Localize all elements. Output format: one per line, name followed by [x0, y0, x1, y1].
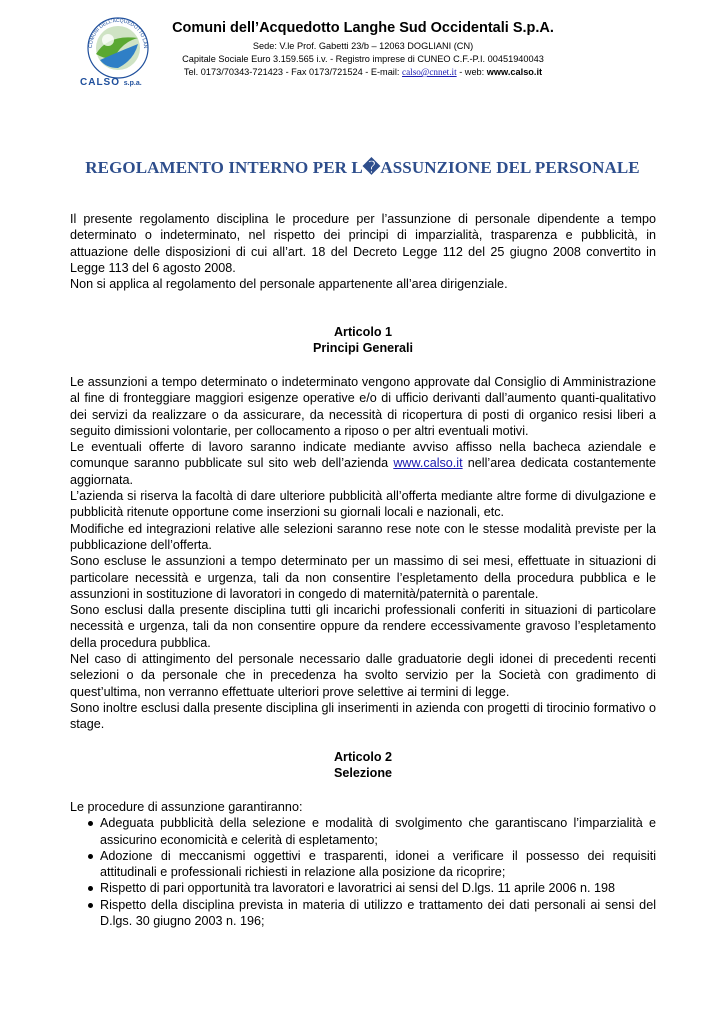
intro-paragraph: Il presente regolamento disciplina le procedure per l’assunzione di personale dipendente a tempo determinato o indeterminato, nel rispetto dei principi di imparzialità, trasparenza e pubblicità, in attuazione delle disposizioni di cui all’art. 18 del Decreto Legge 112 del 25 giugno 2008 convertito in Legge 113 del 6 agosto 2008. [70, 212, 656, 275]
svg-text:COMUNI DELL'ACQUEDOTTO LANGHE: COMUNI DELL'ACQUEDOTTO LAN [87, 17, 149, 49]
header-address: Sede: V.le Prof. Gabetti 23/b – 12063 DOGLIANI (CN) [252, 41, 474, 51]
list-item: Rispetto di pari opportunità tra lavoratori e lavoratrici ai sensi del D.lgs. 11 aprile 2006 n. 198 [70, 880, 656, 896]
document-title: REGOLAMENTO INTERNO PER L�ASSUNZIONE DEL PERSONALE [85, 158, 640, 177]
list-item: Adeguata pubblicità della selezione e modalità di svolgimento che garantiscano l’imparzialità e assicurino economicità e celerità di espletamento; [70, 815, 656, 848]
article-title: Selezione [333, 766, 393, 781]
bullet-icon [88, 903, 93, 908]
list-item: Rispetto della disciplina prevista in materia di utilizzo e trattamento dei dati personali ai sensi del D.lgs. 30 giugno 2003 n. 196; [70, 897, 656, 930]
article-2-heading [70, 749, 656, 782]
header-contacts: Tel. 0173/70343-721423 - Fax 0173/721524 - E-mail: calso@cnnet.it - web: www.calso.it [183, 67, 543, 77]
header-registry: Capitale Sociale Euro 3.159.565 i.v. - Registro imprese di CUNEO C.F.-P.I. 00451940043 [182, 54, 544, 64]
article-number: Articolo 1 [333, 325, 393, 339]
intro-paragraph: Non si applica al regolamento del personale appartenente all’area dirigenziale. [70, 277, 508, 292]
article-number: Articolo 2 [333, 750, 393, 764]
article-title: Principi Generali [312, 341, 414, 356]
article-1-heading [70, 324, 656, 357]
paragraph: Nel caso di attingimento del personale necessario dalle graduatorie degli idonei di precedenti recenti selezioni o da personale che in precedenza ha svolto servizio per la Società con gradimento di quest’ultima, non verranno effettuate ulteriori prove selettive ai termini di legge. [70, 652, 656, 699]
email-link[interactable]: calso@cnnet.it [402, 67, 457, 77]
paragraph: Sono inoltre esclusi dalla presente disciplina gli inserimenti in azienda con progetti di tirocinio formativo o stage. [70, 700, 656, 732]
article-1-body [70, 374, 656, 733]
paragraph: Le assunzioni a tempo determinato o indeterminato vengono approvate dal Consiglio di Amministrazione al fine di fronteggiare maggiori esigenze operative e/o di ufficio derivanti dall’aumento quanti-qualitativo dei servizi da realizzare o da assicurare, da necessità di ricopertura di posti di organico resisi liberi a seguito dimissioni volontarie, per collocamento a riposo o per altri eventuali motivi. [70, 375, 656, 438]
intro-section [70, 211, 656, 292]
paragraph: Le procedure di assunzione garantiranno: [70, 800, 303, 814]
website-text[interactable]: www.calso.it [486, 67, 543, 77]
bullet-icon [88, 821, 93, 826]
bullet-icon [88, 886, 93, 891]
paragraph: Sono esclusi dalla presente disciplina tutti gli incarichi professionali conferiti in situazioni di particolare necessità e urgenza, tali da non consentire oppure da rendere eccessivamente gravoso l’espletamento della procedura pubblica. [70, 603, 656, 650]
bullet-icon [88, 854, 93, 859]
company-name: Comuni dell’Acquedotto Langhe Sud Occidentali S.p.A. [172, 20, 554, 36]
paragraph: Modifiche ed integrazioni relative alle selezioni saranno rese note con le stesse modalità previste per la pubblicazione dell’offerta. [70, 521, 656, 552]
bullet-list [70, 815, 656, 929]
paragraph: Le eventuali offerte di lavoro saranno indicate mediante avviso affisso nella bacheca aziendale e comunque saranno pubblicate sul sito web dell’azienda www.calso.it nell’area dedicata costantemente aggiornata. [70, 440, 656, 487]
website-link[interactable]: www.calso.it [393, 456, 463, 471]
paragraph: L’azienda si riserva la facoltà di dare ulteriore pubblicità all’offerta mediante altre forme di divulgazione e pubblicità ritenute opportune come inserzioni su giornali locali e nazionali, etc. [70, 489, 656, 520]
logo-wordmark: CALSO s.p.a. [80, 77, 142, 88]
paragraph: Sono escluse le assunzioni a tempo determinato per un massimo di sei mesi, effettuate in situazioni di particolare necessità e urgenza, tali da non consentire l’espletamento della procedura pubblica e le assunzioni in sostituzione di lavoratori in congedo di maternità/paternità o parentale. [70, 554, 656, 601]
article-2-body [70, 799, 656, 929]
list-item: Adozione di meccanismi oggettivi e trasparenti, idonei a verificare il possesso dei requisiti attitudinali e professionali richiesti in relazione alla posizione da ricoprire; [70, 848, 656, 881]
